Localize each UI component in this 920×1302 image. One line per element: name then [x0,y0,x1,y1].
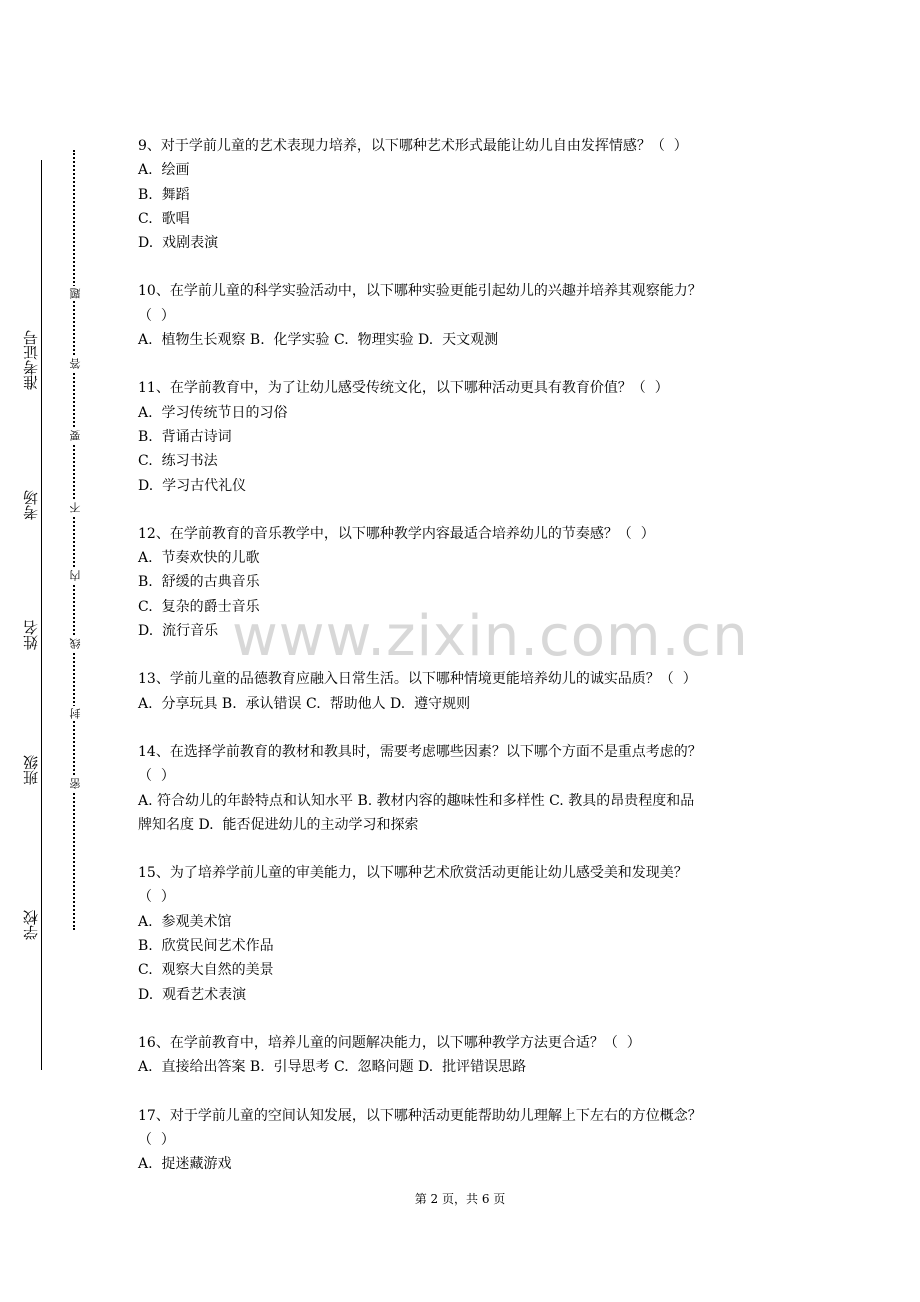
answer-bracket: （ ） [138,307,175,324]
answer-option: B. 背诵古诗词 [138,428,232,445]
question-stem: 11、在学前教育中，为了让幼儿感受传统文化，以下哪种活动更具有教育价值？（ ） [138,380,669,397]
answer-option: D. 学习古代礼仪 [138,477,247,494]
question-stem: 13、学前儿童的品德教育应融入日常生活。以下哪种情境更能培养幼儿的诚实品质？（ ） [138,671,697,688]
binding-dashed-line [73,150,75,930]
seal-char: 答 [69,358,82,369]
question-16 [138,1031,788,1080]
seal-char: 密 [69,778,82,789]
question-13 [138,667,788,716]
answer-option: A. 节奏欢快的儿歌 [138,550,260,567]
student-name-label: 姓名 [22,620,40,650]
question-stem: 15、为了培养学前儿童的审美能力，以下哪种艺术欣赏活动更能让幼儿感受美和发现美？ [138,865,688,882]
site-watermark: www.zixin.com.cn [232,604,749,669]
question-stem: 10、在学前儿童的科学实验活动中，以下哪种实验更能引起幼儿的兴趣并培养其观察能力？ [138,283,702,300]
seal-char: 内 [69,570,82,581]
answer-options-inline: A. 植物生长观察 B. 化学实验 C. 物理实验 D. 天文观测 [138,332,499,349]
seal-char: 线 [69,638,82,649]
seal-char: 要 [69,430,82,441]
binding-margin [8,140,80,970]
answer-options-inline: A. 分享玩具 B. 承认错误 C. 帮助他人 D. 遵守规则 [138,695,471,712]
answer-options-inline: A. 直接给出答案 B. 引导思考 C. 忽略问题 D. 批评错误思路 [138,1059,527,1076]
question-stem: 9、对于学前儿童的艺术表现力培养，以下哪种艺术形式最能让幼儿自由发挥情感？（ ） [138,138,688,154]
question-10 [138,279,788,352]
answer-option: A. 参观美术馆 [138,913,232,930]
answer-option: C. 练习书法 [138,453,218,470]
seal-char: 不 [69,502,82,513]
question-11 [138,376,788,497]
question-14 [138,740,788,837]
answer-option: C. 观察大自然的美景 [138,962,274,979]
answer-options-inline: A. 符合幼儿的年龄特点和认知水平 B. 教材内容的趣味性和多样性 C. 教具的昂贵程度和品 [138,792,695,809]
answer-option: B. 舒缓的古典音乐 [138,574,260,591]
page-number-footer: 第 2 页，共 6 页 [414,1192,506,1206]
question-15 [138,861,788,1007]
question-12 [138,522,788,643]
question-stem: 12、在学前教育的音乐教学中，以下哪种教学内容最适合培养幼儿的节奏感？（ ） [138,525,655,542]
question-9 [138,134,788,255]
answer-option: B. 舞蹈 [138,186,190,203]
answer-option: D. 观看艺术表演 [138,986,247,1003]
answer-bracket: （ ） [138,768,175,785]
answer-bracket: （ ） [138,1131,175,1148]
question-stem: 17、对于学前儿童的空间认知发展，以下哪种活动更能帮助幼儿理解上下左右的方位概念？ [138,1107,702,1124]
answer-option: A. 学习传统节日的习俗 [138,404,288,421]
answer-option: B. 欣赏民间艺术作品 [138,938,274,955]
exam-number-label: 准考证号 [22,330,40,390]
binding-solid-line [41,160,42,1070]
answer-option: D. 戏剧表演 [138,235,219,252]
seal-char: 题 [69,288,82,299]
question-stem: 14、在选择学前教育的教材和教具时，需要考虑哪些因素？以下哪个方面不是重点考虑的？ [138,743,702,760]
answer-bracket: （ ） [138,889,175,906]
answer-option: D. 流行音乐 [138,623,219,640]
answer-option: A. 捉迷藏游戏 [138,1156,232,1173]
seal-char: 封 [69,708,82,719]
answer-option: C. 复杂的爵士音乐 [138,598,260,615]
question-stem: 16、在学前教育中，培养儿童的问题解决能力，以下哪种教学方法更合适？（ ） [138,1034,641,1051]
answer-options-inline: 牌知名度 D. 能否促进幼儿的主动学习和探索 [138,816,419,833]
answer-option: C. 歌唱 [138,210,190,227]
question-list [138,134,788,1200]
class-label: 班级 [22,755,40,785]
question-17 [138,1104,788,1177]
answer-option: A. 绘画 [138,162,190,179]
exam-room-label: 考场 [22,490,40,520]
school-label: 学校 [22,910,40,940]
